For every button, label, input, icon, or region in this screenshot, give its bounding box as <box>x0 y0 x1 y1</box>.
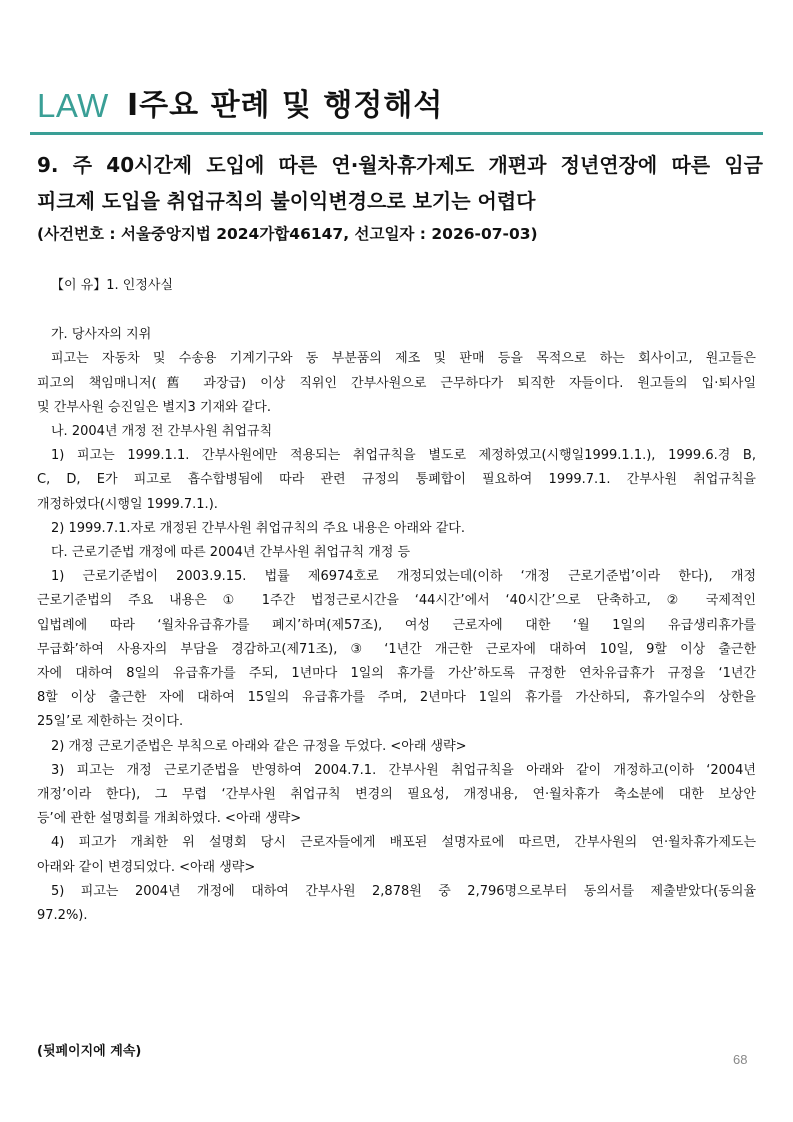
paragraph-line: 2) 개정 근로기준법은 부칙으로 아래와 같은 규정을 두었다. <아래 생략> <box>51 738 467 754</box>
header-divider <box>30 132 763 135</box>
paragraph-line: 개정’이라 한다), 그 무렵 ‘간부사원 취업규칙 변경의 필요성, 개정내용, 연·월차휴가 축소분에 대한 보상안 <box>37 787 756 803</box>
paragraph-line: 아래와 같이 변경되었다. <아래 생략> <box>37 859 256 875</box>
section-title: Ⅰ주요 판례 및 행정해석 <box>127 88 444 123</box>
paragraph-line: 1) 근로기준법이 2003.9.15. 법률 제6974호로 개정되었는데(이하 ‘개정 근로기준법’이라 한다), 개정 <box>51 569 756 585</box>
paragraph-line: 입법례에 따라 ‘월차유급휴가를 폐지’하며(제57조), 여성 근로자에 대한 ‘월 1일의 유급생리휴가를 <box>37 617 756 633</box>
paragraph-line: 무급화’하여 사용자의 부담을 경감하고(제71조), ③ ‘1년간 개근한 근로자에 대하여 10일, 9할 이상 출근한 <box>37 641 756 657</box>
paragraph-line: 25일’로 제한하는 것이다. <box>37 714 184 730</box>
law-label: LAW <box>37 87 109 124</box>
paragraph-line: 2) 1999.7.1.자로 개정된 간부사원 취업규칙의 주요 내용은 아래와 같다. <box>51 520 465 536</box>
section-na: 나. 2004년 개정 전 간부사원 취업규칙 <box>51 424 273 440</box>
paragraph-line: 자에 대하여 8일의 유급휴가를 주되, 1년마다 1일의 휴가를 가산’하도록 규정한 연차유급휴가 규정을 ‘1년간 <box>37 666 756 682</box>
section-ga: 가. 당사자의 지위 <box>51 327 152 343</box>
spacer <box>37 298 756 323</box>
section-da: 다. 근로기준법 개정에 따른 2004년 간부사원 취업규칙 개정 등 <box>51 545 411 561</box>
paragraph-line: 피고의 책임매니저(舊 과장급) 이상 직위인 간부사원으로 근무하다가 퇴직한 자들이다. 원고들의 입·퇴사일 <box>37 375 756 391</box>
paragraph-line: 4) 피고가 개최한 위 설명회 당시 근로자들에게 배포된 설명자료에 따르면, 간부사원의 연·월차휴가제도는 <box>51 835 756 851</box>
article-title-line1: 9. 주 40시간제 도입에 따른 연·월차휴가제도 개편과 정년연장에 따른 임금 <box>37 153 763 177</box>
paragraph-line: 근로기준법의 주요 내용은 ① 1주간 법정근로시간을 ‘44시간’에서 ‘40시간’으로 단축하고, ② 국제적인 <box>37 593 756 609</box>
article-body <box>37 274 756 928</box>
paragraph-line: 등’에 관한 설명회를 개최하였다. <아래 생략> <box>37 811 302 827</box>
page-number: 68 <box>733 1052 748 1067</box>
page-header <box>37 86 763 136</box>
paragraph-line: 97.2%). <box>37 908 88 924</box>
paragraph-line: 및 간부사원 승진일은 별지3 기재와 같다. <box>37 399 271 415</box>
paragraph-line: 피고는 자동차 및 수송용 기계기구와 동 부분품의 제조 및 판매 등을 목적으로 하는 회사이고, 원고들은 <box>51 351 756 367</box>
continued-note: (뒷페이지에 계속) <box>37 1044 142 1059</box>
reason-heading: 【이 유】1. 인정사실 <box>51 278 174 293</box>
paragraph-line: 3) 피고는 개정 근로기준법을 반영하여 2004.7.1. 간부사원 취업규칙을 아래와 같이 개정하고(이하 ‘2004년 <box>51 762 756 778</box>
paragraph-line: C, D, E가 피고로 흡수합병됨에 따라 관련 규정의 통폐합이 필요하여 1999.7.1. 간부사원 취업규칙을 <box>37 472 756 488</box>
paragraph-line: 5) 피고는 2004년 개정에 대하여 간부사원 2,878원 중 2,796명으로부터 동의서를 제출받았다(동의율 <box>51 883 756 899</box>
article-title-line2: 피크제 도입을 취업규칙의 불이익변경으로 보기는 어렵다 <box>37 189 536 213</box>
paragraph-line: 8할 이상 출근한 자에 대하여 15일의 유급휴가를 주며, 2년마다 1일의 휴가를 가산하되, 휴가일수의 상한을 <box>37 690 756 706</box>
case-info: (사건번호 : 서울중앙지법 2024가합46147, 선고일자 : 2026-07-03) <box>37 225 538 243</box>
paragraph-line: 1) 피고는 1999.1.1. 간부사원에만 적용되는 취업규칙을 별도로 제정하였고(시행일1999.1.1.), 1999.6.경 B, <box>51 448 756 464</box>
article-title <box>37 147 763 219</box>
paragraph-line: 개정하였다(시행일 1999.7.1.). <box>37 496 218 512</box>
